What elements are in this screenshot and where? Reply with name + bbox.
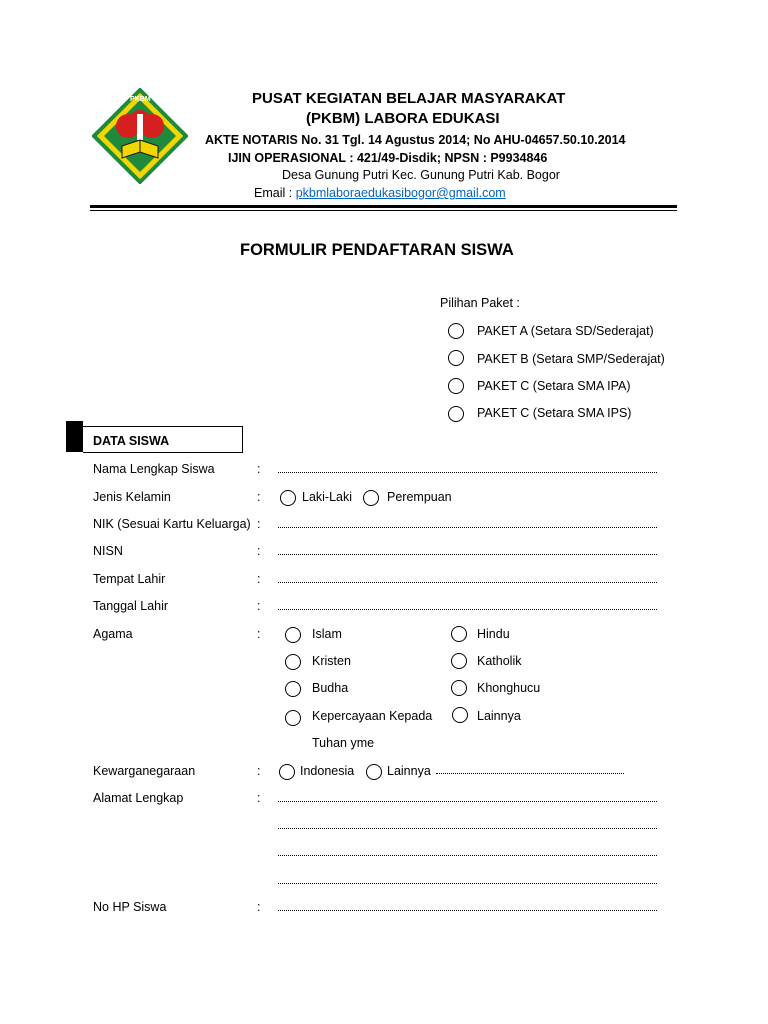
header-line-2: (PKBM) LABORA EDUKASI <box>306 110 500 127</box>
paket-a-radio[interactable] <box>448 323 464 339</box>
paket-label: Pilihan Paket : <box>440 296 520 310</box>
kewarganegaraan-colon: : <box>257 764 261 778</box>
paket-b-radio[interactable] <box>448 350 464 366</box>
tanggal-lahir-colon: : <box>257 599 261 613</box>
paket-c-ips-radio[interactable] <box>448 406 464 422</box>
email-label: Email : <box>254 186 296 200</box>
form-title: FORMULIR PENDAFTARAN SISWA <box>240 241 514 259</box>
header-address: Desa Gunung Putri Kec. Gunung Putri Kab. Bogor <box>282 168 560 182</box>
paket-b-label: PAKET B (Setara SMP/Sederajat) <box>477 352 665 366</box>
kewarganegaraan-lainnya-field[interactable] <box>436 772 624 774</box>
kewarganegaraan-lainnya-radio[interactable] <box>366 764 382 780</box>
nisn-label: NISN <box>93 544 123 558</box>
tempat-lahir-field[interactable] <box>278 581 657 583</box>
agama-lainnya-radio[interactable] <box>452 707 468 723</box>
indonesia-label: Indonesia <box>300 764 355 778</box>
kristen-label: Kristen <box>312 654 351 668</box>
tanggal-lahir-field[interactable] <box>278 608 657 610</box>
budha-label: Budha <box>312 681 349 695</box>
paket-c-ipa-label: PAKET C (Setara SMA IPA) <box>477 379 631 393</box>
alamat-label: Alamat Lengkap <box>93 791 184 805</box>
alamat-colon: : <box>257 791 261 805</box>
hindu-label: Hindu <box>477 627 510 641</box>
nisn-colon: : <box>257 544 261 558</box>
khonghucu-label: Khonghucu <box>477 681 541 695</box>
header-divider-thin <box>90 210 677 211</box>
katholik-label: Katholik <box>477 654 522 668</box>
khonghucu-radio[interactable] <box>451 680 467 696</box>
hindu-radio[interactable] <box>451 626 467 642</box>
kepercayaan-label-cont: Tuhan yme <box>312 736 375 750</box>
nik-field[interactable] <box>278 526 657 528</box>
header-line-3: AKTE NOTARIS No. 31 Tgl. 14 Agustus 2014; No AHU-04657.50.10.2014 <box>205 133 626 147</box>
agama-label: Agama <box>93 627 133 641</box>
islam-radio[interactable] <box>285 627 301 643</box>
jenis-kelamin-label: Jenis Kelamin <box>93 490 171 504</box>
logo-text: PKBM <box>130 96 151 103</box>
alamat-field-line-2[interactable] <box>278 827 657 829</box>
no-hp-colon: : <box>257 900 261 914</box>
indonesia-radio[interactable] <box>279 764 295 780</box>
nama-colon: : <box>257 462 261 476</box>
perempuan-radio[interactable] <box>363 490 379 506</box>
agama-colon: : <box>257 627 261 641</box>
islam-label: Islam <box>312 627 342 641</box>
alamat-field-line-1[interactable] <box>278 800 657 802</box>
paket-a-label: PAKET A (Setara SD/Sederajat) <box>477 324 654 338</box>
laki-laki-radio[interactable] <box>280 490 296 506</box>
nama-label: Nama Lengkap Siswa <box>93 462 215 476</box>
alamat-field-line-4[interactable] <box>278 882 657 884</box>
header-line-4: IJIN OPERASIONAL : 421/49-Disdik; NPSN : P9934846 <box>228 151 548 165</box>
section-marker <box>66 421 83 452</box>
kewarganegaraan-lainnya-label: Lainnya <box>387 764 431 778</box>
perempuan-label: Perempuan <box>387 490 452 504</box>
nama-field[interactable] <box>278 471 657 473</box>
agama-lainnya-label: Lainnya <box>477 709 521 723</box>
budha-radio[interactable] <box>285 681 301 697</box>
jenis-kelamin-colon: : <box>257 490 261 504</box>
alamat-field-line-3[interactable] <box>278 854 657 856</box>
kepercayaan-label: Kepercayaan Kepada <box>312 709 433 723</box>
kewarganegaraan-label: Kewarganegaraan <box>93 764 196 778</box>
nik-label: NIK (Sesuai Kartu Keluarga) <box>93 517 251 531</box>
kristen-radio[interactable] <box>285 654 301 670</box>
section-title: DATA SISWA <box>93 434 170 448</box>
header-email-row <box>254 186 506 200</box>
nik-colon: : <box>257 517 261 531</box>
paket-c-ips-label: PAKET C (Setara SMA IPS) <box>477 406 632 420</box>
tanggal-lahir-label: Tanggal Lahir <box>93 599 169 613</box>
nisn-field[interactable] <box>278 553 657 555</box>
no-hp-field[interactable] <box>278 909 657 911</box>
pkbm-logo <box>92 88 188 184</box>
tempat-lahir-colon: : <box>257 572 261 586</box>
paket-c-ipa-radio[interactable] <box>448 378 464 394</box>
tempat-lahir-label: Tempat Lahir <box>93 572 166 586</box>
header-line-1: PUSAT KEGIATAN BELAJAR MASYARAKAT <box>252 90 566 107</box>
no-hp-label: No HP Siswa <box>93 900 167 914</box>
header-divider-thick <box>90 205 677 208</box>
laki-laki-label: Laki-Laki <box>302 490 353 504</box>
email-link[interactable]: pkbmlaboraedukasibogor@gmail.com <box>295 186 506 200</box>
katholik-radio[interactable] <box>451 653 467 669</box>
kepercayaan-radio[interactable] <box>285 710 301 726</box>
